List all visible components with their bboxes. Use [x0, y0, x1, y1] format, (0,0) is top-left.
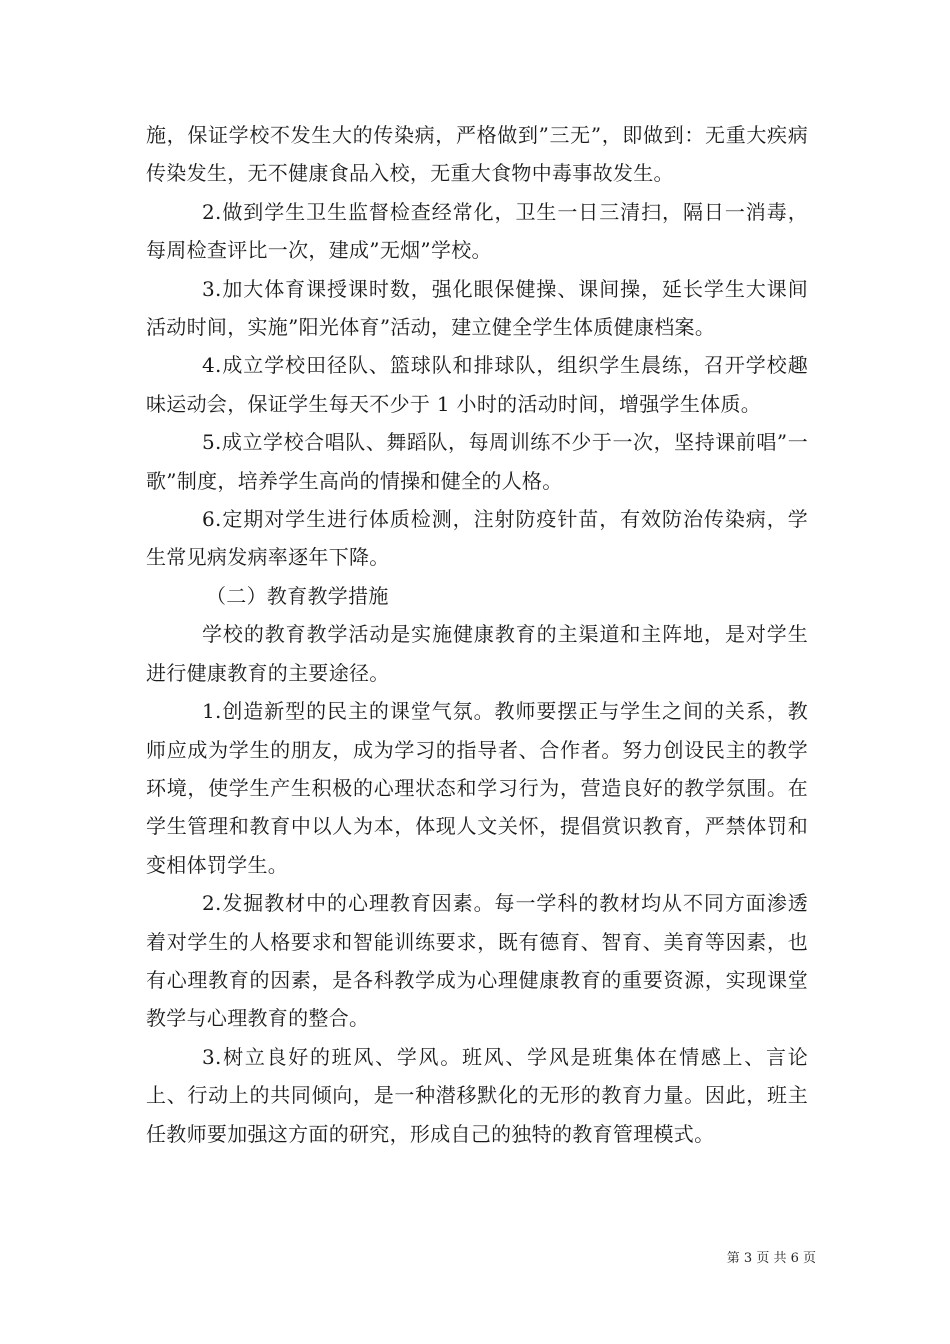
paragraph-item-5: 5.成立学校合唱队、舞蹈队，每周训练不少于一次，坚持课前唱”一歌”制度，培养学生高尚的情操和健全的人格。 [146, 430, 808, 493]
paragraph-item-2: 2.做到学生卫生监督检查经常化，卫生一日三清扫，隔日一消毒，每周检查评比一次，建成”无烟”学校。 [146, 199, 808, 263]
section-heading: （二）教育教学措施 [206, 583, 389, 608]
paragraph-item-4: 4.成立学校田径队、篮球队和排球队，组织学生晨练，召开学校趣味运动会，保证学生每天不少于 1 小时的活动时间，增强学生体质。 [146, 353, 808, 416]
section-intro: 学校的教育教学活动是实施健康教育的主渠道和主阵地，是对学生进行健康教育的主要途径。 [146, 622, 808, 685]
paragraph-item-3: 3.加大体育课授课时数，强化眼保健操、课间操，延长学生大课间活动时间，实施”阳光体育”活动，建立健全学生体质健康档案。 [146, 276, 808, 340]
paragraph-item-6: 6.定期对学生进行体质检测，注射防疫针苗，有效防治传染病，学生常见病发病率逐年下降。 [146, 507, 808, 570]
measure-item-2: 2.发掘教材中的心理教育因素。每一学科的教材均从不同方面渗透着对学生的人格要求和智能训练要求，既有德育、智育、美育等因素，也有心理教育的因素，是各科教学成为心理健康教育的重要资源，实现课堂教学与心理教育的整合。 [146, 891, 808, 1031]
paragraph-continuation: 施，保证学校不发生大的传染病，严格做到”三无”，即做到：无重大疾病传染发生，无不健康食品入校，无重大食物中毒事故发生。 [146, 123, 808, 186]
measure-item-3: 3.树立良好的班风、学风。班风、学风是班集体在情感上、言论上、行动上的共同倾向，是一种潜移默化的无形的教育力量。因此，班主任教师要加强这方面的研究，形成自己的独特的教育管理模式。 [146, 1044, 808, 1146]
page-number: 第 3 页 共 6 页 [726, 1251, 816, 1266]
measure-item-1: 1.创造新型的民主的课堂气氛。教师要摆正与学生之间的关系，教师应成为学生的朋友，成为学习的指导者、合作者。努力创设民主的教学环境，使学生产生积极的心理状态和学习行为，营造良好的教学氛围。在学生管理和教育中以人为本，体现人文关怀，提倡赏识教育，严禁体罚和变相体罚学生。 [146, 699, 808, 877]
document-body [146, 116, 808, 1153]
